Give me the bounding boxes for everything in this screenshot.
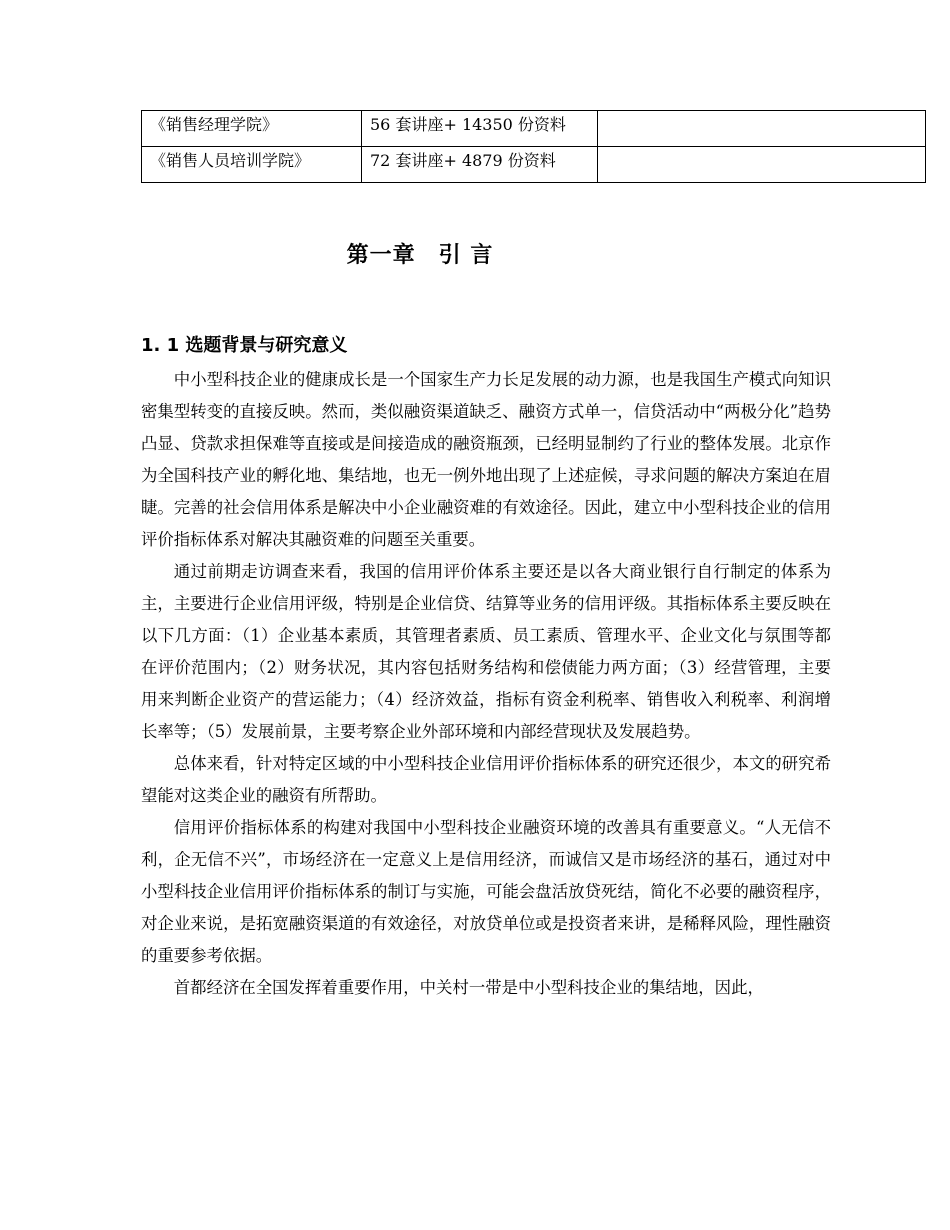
- chapter-title: 第一章 引 言: [346, 243, 494, 268]
- table-cell-content: 72 套讲座+ 4879 份资料: [362, 147, 598, 183]
- paragraph: 信用评价指标体系的构建对我国中小型科技企业融资环境的改善具有重要意义。“人无信不利，企无信不兴”，市场经济在一定意义上是信用经济，而诚信又是市场经济的基石，通过对中小型科技企业信用评价指标体系的制订与实施，可能会盘活放贷死结，简化不必要的融资程序，对企业来说，是拓宽融资渠道的有效途径，对放贷单位或是投资者来讲，是稀释风险，理性融资的重要参考依据。: [141, 818, 831, 965]
- table-cell-name: 《销售人员培训学院》: [142, 147, 362, 183]
- table-row: [142, 147, 926, 183]
- table-row: [142, 111, 926, 147]
- paragraph: 通过前期走访调查来看，我国的信用评价体系主要还是以各大商业银行自行制定的体系为主，主要进行企业信用评级，特别是企业信贷、结算等业务的信用评级。其指标体系主要反映在以下几方面：（1）企业基本素质，其管理者素质、员工素质、管理水平、企业文化与氛围等都在评价范围内；（2）财务状况，其内容包括财务结构和偿债能力两方面；（3）经营管理，主要用来判断企业资产的营运能力；（4）经济效益，指标有资金利税率、销售收入利税率、利润增长率等；（5）发展前景，主要考察企业外部环境和内部经营现状及发展趋势。: [141, 562, 831, 741]
- table-cell-note: [598, 147, 926, 183]
- body-text: [141, 364, 831, 1004]
- course-table: [141, 110, 926, 183]
- paragraph: 中小型科技企业的健康成长是一个国家生产力长足发展的动力源，也是我国生产模式向知识密集型转变的直接反映。然而，类似融资渠道缺乏、融资方式单一，信贷活动中“两极分化”趋势凸显、贷款求担保难等直接或是间接造成的融资瓶颈，已经明显制约了行业的整体发展。北京作为全国科技产业的孵化地、集结地，也无一例外地出现了上述症候，寻求问题的解决方案迫在眉睫。完善的社会信用体系是解决中小企业融资难的有效途径。因此，建立中小型科技企业的信用评价指标体系对解决其融资难的问题至关重要。: [141, 370, 831, 549]
- paragraph: 总体来看，针对特定区域的中小型科技企业信用评价指标体系的研究还很少，本文的研究希望能对这类企业的融资有所帮助。: [141, 754, 831, 805]
- table-cell-name: 《销售经理学院》: [142, 111, 362, 147]
- paragraph: 首都经济在全国发挥着重要作用，中关村一带是中小型科技企业的集结地，因此，: [173, 978, 764, 997]
- table-cell-content: 56 套讲座+ 14350 份资料: [362, 111, 598, 147]
- table-cell-note: [598, 111, 926, 147]
- section-title: 1. 1 选题背景与研究意义: [141, 335, 348, 356]
